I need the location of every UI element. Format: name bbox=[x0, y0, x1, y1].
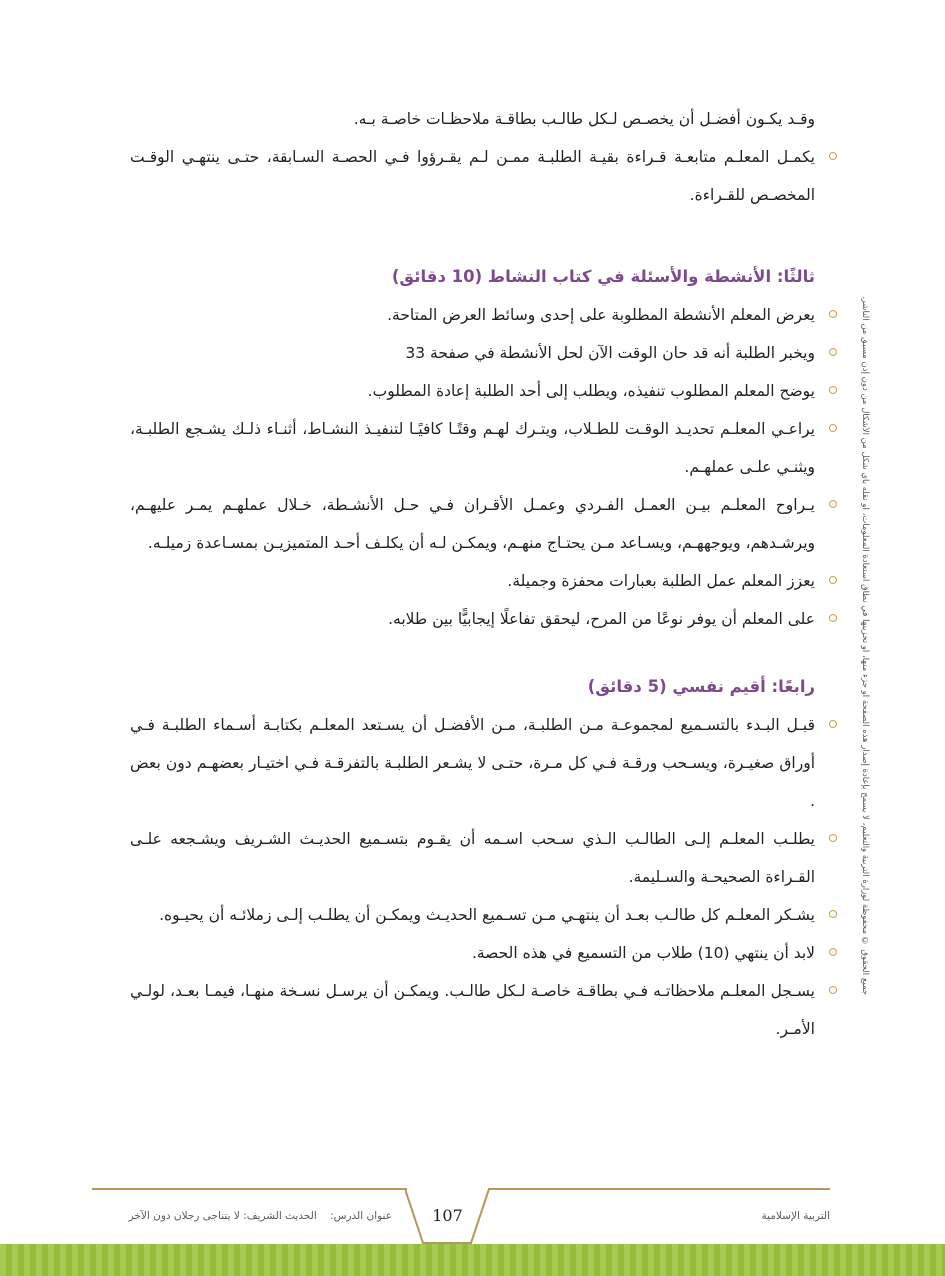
list-item-text: يوضح المعلم المطلوب تنفيذه، ويطلب إلى أحد الطلبة إعادة المطلوب. bbox=[367, 382, 815, 400]
circle-bullet-icon bbox=[829, 948, 837, 956]
circle-bullet-icon bbox=[829, 348, 837, 356]
list-item-text: يعزز المعلم عمل الطلبة بعبارات محفزة وجميلة. bbox=[507, 572, 815, 590]
spacer bbox=[130, 638, 815, 668]
list-item bbox=[130, 972, 815, 1048]
list-item-text: يطلـب المعلـم إلـى الطالـب الـذي سـحب اسـمه أن يقـوم بتسـميع الحديـث الشـريف ويشـجعه علـى القـراءة الصحيحـة والسـليمة. bbox=[130, 830, 815, 886]
circle-bullet-icon bbox=[829, 310, 837, 318]
circle-bullet-icon bbox=[829, 386, 837, 394]
section-title: أقيم نفسي (5 دقائق) bbox=[587, 677, 766, 696]
list-item-text: يسـجل المعلـم ملاحظاتـه فـي بطاقـة خاصـة لـكل طالـب. ويمكـن أن يرسـل نسـخة منهـا، فيمـا بعـد، لولـي الأمـر. bbox=[130, 982, 815, 1038]
intro-line: وقـد يكـون أفضـل أن يخصـص لـكل طالـب بطاقـة ملاحظـات خاصـة بـه. bbox=[353, 110, 815, 128]
footer-lesson bbox=[92, 1210, 392, 1222]
circle-bullet-icon bbox=[829, 576, 837, 584]
circle-bullet-icon bbox=[829, 720, 837, 728]
list-item-text: يكمـل المعلـم متابعـة قـراءة بقيـة الطلبـة ممـن لـم يقـرؤوا فـي الحصـة السـابقة، حتـى ينتهـي الوقـت المخصـص للقـراءة. bbox=[130, 148, 815, 204]
list-item bbox=[130, 600, 815, 638]
section-prefix: رابعًا: bbox=[771, 677, 815, 696]
circle-bullet-icon bbox=[829, 910, 837, 918]
circle-bullet-icon bbox=[829, 152, 837, 160]
copyright-side-note: جميع الحقوق © محفوظة لوزارة التربية والتعليم، لا يسمح بإعادة إصدار هذه الصفحة أو جزء منها، أو تخزينها في نطاق استعادة المعلومات، أو نقله بأي شكل من الأشكال من دون إذن مسبق من الناشر. bbox=[860, 295, 870, 995]
section-prefix: ثالثًا: bbox=[776, 267, 815, 286]
list-item-text: ويخبر الطلبة أنه قد حان الوقت الآن لحل الأنشطة في صفحة 33 bbox=[405, 344, 815, 362]
list-item bbox=[130, 334, 815, 372]
list-item-text: يعرض المعلم الأنشطة المطلوبة على إحدى وسائط العرض المتاحة. bbox=[387, 306, 815, 324]
list-item-text: قبـل البـدء بالتسـميع لمجموعـة مـن الطلبـة، مـن الأفضـل أن يسـتعد المعلـم بكتابـة أسـماء الطلبـة فـي أوراق صغيـرة، ويسـحب ورقـة فـي كل مـرة، حتـى لا يشـعر الطلبـة بالتفرقـة فـي اختيـار بعضهـم دون بعض . bbox=[130, 716, 815, 810]
list-item-text: لابد أن ينتهي (10) طلاب من التسميع في هذه الحصة. bbox=[471, 944, 815, 962]
footer-rule-right bbox=[488, 1188, 830, 1190]
list-item-text: على المعلم أن يوفر نوعًا من المرح، ليحقق تفاعلًا إيجابيًّا بين طلابه. bbox=[388, 610, 815, 628]
list-item bbox=[130, 820, 815, 896]
section-title: الأنشطة والأسئلة في كتاب النشاط (10 دقائق) bbox=[391, 267, 772, 286]
page-number: 107 bbox=[432, 1206, 463, 1225]
decorative-bottom-band bbox=[0, 1244, 945, 1276]
circle-bullet-icon bbox=[829, 614, 837, 622]
list-item bbox=[130, 410, 815, 486]
list-item bbox=[130, 138, 815, 214]
list-item bbox=[130, 372, 815, 410]
circle-bullet-icon bbox=[829, 834, 837, 842]
spacer bbox=[130, 214, 815, 258]
lesson-label: عنوان الدرس: bbox=[330, 1210, 392, 1222]
section-heading-activities bbox=[130, 258, 815, 296]
footer-subject: التربية الإسلامية bbox=[761, 1210, 830, 1222]
list-item-text: يشـكر المعلـم كل طالـب بعـد أن ينتهـي مـن تسـميع الحديـث ويمكـن أن يطلـب إلـى زملائـه أن يحيـوه. bbox=[159, 906, 815, 924]
circle-bullet-icon bbox=[829, 424, 837, 432]
list-item bbox=[130, 486, 815, 562]
list-item bbox=[130, 562, 815, 600]
footer-rule-left bbox=[92, 1188, 407, 1190]
list-item bbox=[130, 706, 815, 820]
circle-bullet-icon bbox=[829, 500, 837, 508]
list-item bbox=[130, 896, 815, 934]
list-item-text: يراعـي المعلـم تحديـد الوقـت للطـلاب، ويتـرك لهـم وقتًـا كافيًـا لتنفيـذ النشـاط، أثنـاء ذلـك يشـجع الطلبـة، ويثنـي علـى عملهـم. bbox=[130, 420, 815, 476]
list-item bbox=[130, 934, 815, 972]
list-item-text: يـراوح المعلـم بيـن العمـل الفـردي وعمـل الأقـران فـي حـل الأنشـطة، خـلال عملهـم يمـر عليهـم، ويرشـدهم، ويوجههـم، ويسـاعد مـن يحتـاج منهـم، ويمكـن لـه أن يكلـف أحـد المتميزيـن بمسـاعدة زميلـه. bbox=[130, 496, 815, 552]
section-heading-self-assessment bbox=[130, 668, 815, 706]
circle-bullet-icon bbox=[829, 986, 837, 994]
list-item bbox=[130, 296, 815, 334]
page-content bbox=[130, 100, 815, 1048]
lesson-title: الحديث الشريف: لا يتناجى رجلان دون الآخر bbox=[128, 1210, 317, 1222]
